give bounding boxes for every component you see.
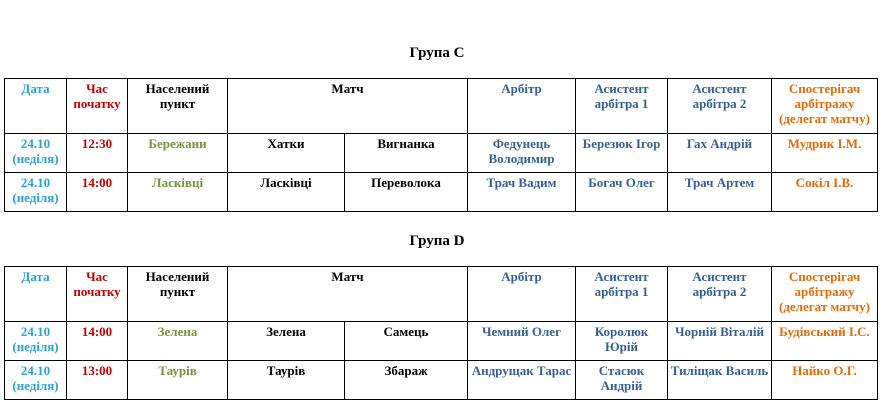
cell-assistant-1: Стасюк Андрій: [576, 361, 668, 400]
header-referee: Арбітр: [468, 79, 576, 134]
cell-home-team: Ласківці: [228, 173, 345, 212]
header-place: Населений пункт: [128, 267, 228, 322]
header-place: Населений пункт: [128, 79, 228, 134]
cell-assistant-2: Трач Артем: [668, 173, 772, 212]
cell-home-team: Хатки: [228, 134, 345, 173]
table-header-row: [5, 79, 878, 134]
header-date: Дата: [5, 267, 67, 322]
group-c-title: Група С: [409, 45, 465, 61]
cell-referee: Андрущак Тарас: [468, 361, 576, 400]
cell-date: 24.10 (неділя): [5, 173, 67, 212]
header-assistant-1: Асистент арбітра 1: [576, 267, 668, 322]
header-observer: Спостерігач арбітражу (делегат матчу): [772, 267, 878, 322]
table-row: [5, 361, 878, 400]
header-time: Час початку: [67, 267, 128, 322]
cell-away-team: Самець: [345, 322, 468, 361]
cell-away-team: Вигнанка: [345, 134, 468, 173]
table-row: [5, 173, 878, 212]
cell-referee: Чемний Олег: [468, 322, 576, 361]
cell-referee: Федунець Володимир: [468, 134, 576, 173]
cell-time: 12:30: [67, 134, 128, 173]
cell-assistant-1: Королюк Юрій: [576, 322, 668, 361]
table-row: [5, 322, 878, 361]
header-observer: Спостерігач арбітражу (делегат матчу): [772, 79, 878, 134]
cell-time: 14:00: [67, 173, 128, 212]
cell-observer: Найко О.Г.: [772, 361, 878, 400]
header-match: Матч: [228, 79, 468, 134]
cell-date: 24.10 (неділя): [5, 322, 67, 361]
cell-observer: Будівський І.С.: [772, 322, 878, 361]
cell-away-team: Збараж: [345, 361, 468, 400]
table-row: [5, 134, 878, 173]
cell-time: 14:00: [67, 322, 128, 361]
group-d-schedule-table: [4, 266, 878, 400]
cell-observer: Мудрик І.М.: [772, 134, 878, 173]
header-assistant-2: Асистент арбітра 2: [668, 267, 772, 322]
cell-away-team: Переволока: [345, 173, 468, 212]
table-header-row: [5, 267, 878, 322]
cell-home-team: Таурів: [228, 361, 345, 400]
cell-place: Бережани: [128, 134, 228, 173]
group-c-schedule-table: [4, 78, 878, 212]
header-match: Матч: [228, 267, 468, 322]
cell-place: Таурів: [128, 361, 228, 400]
cell-assistant-1: Березюк Ігор: [576, 134, 668, 173]
cell-assistant-2: Чорній Віталій: [668, 322, 772, 361]
cell-home-team: Зелена: [228, 322, 345, 361]
cell-assistant-2: Тиліщак Василь: [668, 361, 772, 400]
cell-referee: Трач Вадим: [468, 173, 576, 212]
header-assistant-1: Асистент арбітра 1: [576, 79, 668, 134]
cell-place: Ласківці: [128, 173, 228, 212]
cell-date: 24.10 (неділя): [5, 134, 67, 173]
cell-observer: Сокіл І.В.: [772, 173, 878, 212]
cell-time: 13:00: [67, 361, 128, 400]
header-assistant-2: Асистент арбітра 2: [668, 79, 772, 134]
cell-assistant-1: Богач Олег: [576, 173, 668, 212]
cell-assistant-2: Гах Андрій: [668, 134, 772, 173]
cell-place: Зелена: [128, 322, 228, 361]
group-d-title: Група D: [409, 233, 465, 249]
header-date: Дата: [5, 79, 67, 134]
cell-date: 24.10 (неділя): [5, 361, 67, 400]
header-time: Час початку: [67, 79, 128, 134]
header-referee: Арбітр: [468, 267, 576, 322]
